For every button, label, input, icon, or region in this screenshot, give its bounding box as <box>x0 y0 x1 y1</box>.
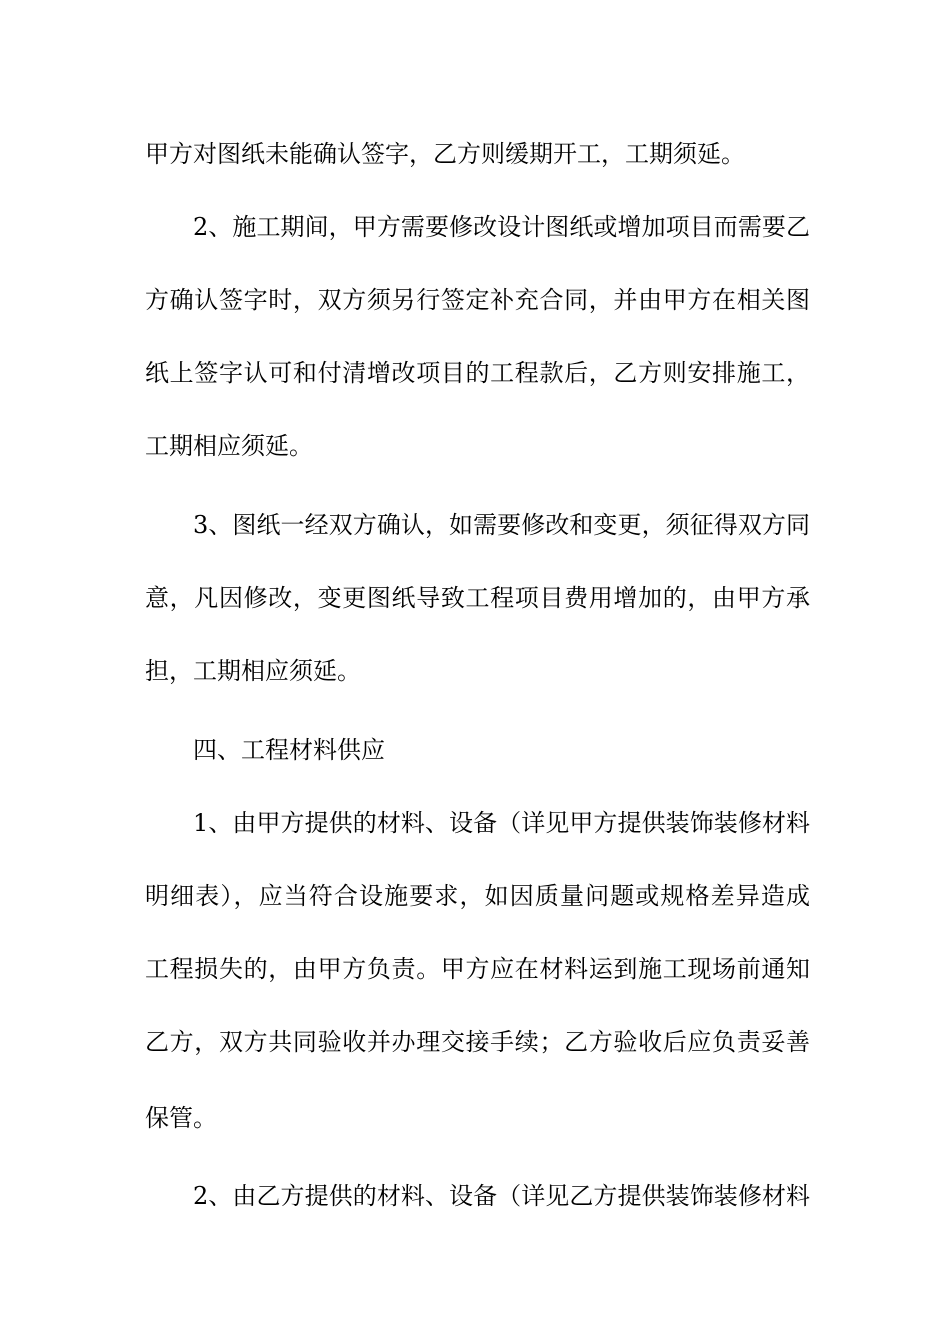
text-line: 担，工期相应须延。 <box>145 657 361 685</box>
text-line: 乙方，双方共同验收并办理交接手续；乙方验收后应负责妥善 <box>145 1028 810 1056</box>
text-line: 3、图纸一经双方确认，如需要修改和变更，须征得双方同 <box>193 511 810 539</box>
text-line: 2、由乙方提供的材料、设备（详见乙方提供装饰装修材料 <box>193 1182 810 1210</box>
text-line: 保管。 <box>145 1104 217 1132</box>
text-line: 甲方对图纸未能确认签字，乙方则缓期开工，工期须延。 <box>145 140 745 168</box>
text-line: 工程损失的，由甲方负责。甲方应在材料运到施工现场前通知 <box>145 955 810 983</box>
text-line: 1、由甲方提供的材料、设备（详见甲方提供装饰装修材料 <box>193 809 810 837</box>
text-line: 方确认签字时，双方须另行签定补充合同，并由甲方在相关图 <box>145 286 810 314</box>
section-heading: 四、工程材料供应 <box>193 736 385 764</box>
text-line: 2、施工期间，甲方需要修改设计图纸或增加项目而需要乙 <box>193 213 810 241</box>
text-line: 意，凡因修改，变更图纸导致工程项目费用增加的，由甲方承 <box>145 584 810 612</box>
text-line: 纸上签字认可和付清增改项目的工程款后，乙方则安排施工， <box>145 359 810 387</box>
text-line: 工期相应须延。 <box>145 432 313 460</box>
text-line: 明细表），应当符合设施要求，如因质量问题或规格差异造成 <box>145 882 810 910</box>
